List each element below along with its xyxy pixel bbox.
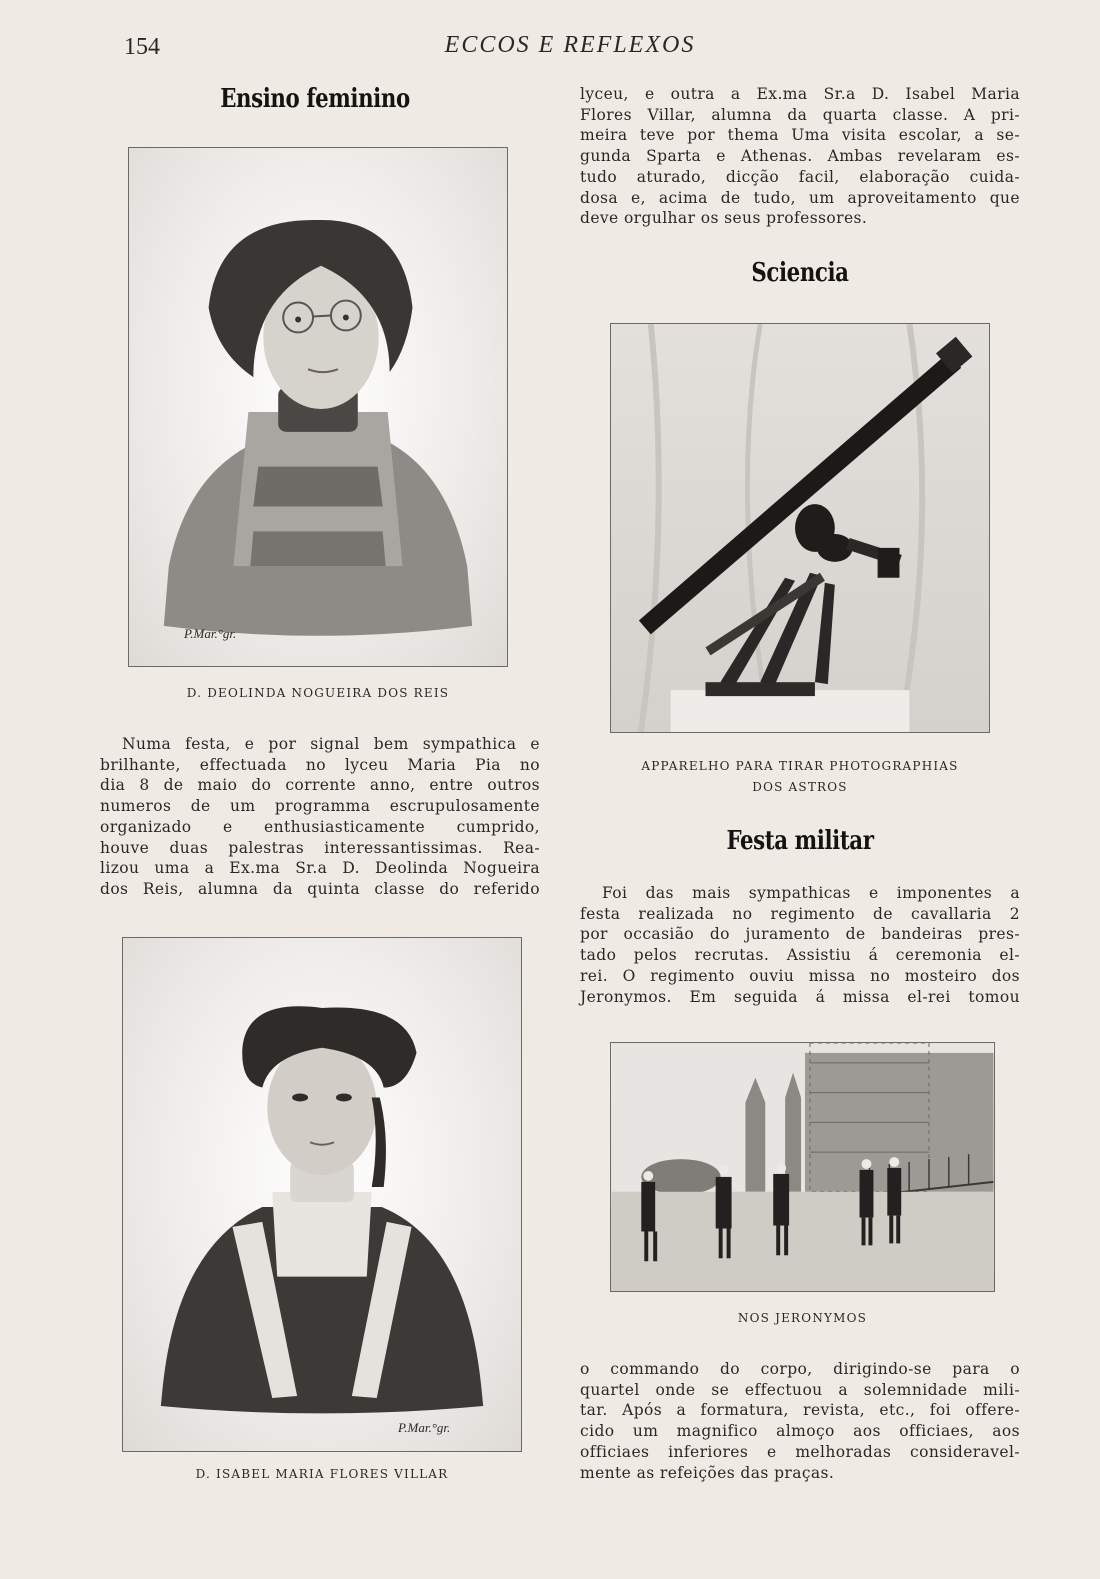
heading-ensino-feminino: Ensino feminino [220,84,410,114]
article-line: Foi das mais sympathicas e imponentes a [602,884,1020,902]
article-line: Flores Villar, alumna da quarta classe. A pri- [580,105,1020,124]
article-line: dia 8 de maio do corrente anno, entre outros [100,776,540,795]
article-line: tado pelos recrutas. Assistiu á ceremonia el- [580,946,1020,965]
caption-jeronymos: NOS JERONYMOS [737,1311,868,1325]
photographer-signature: P.Mar.°gr. [398,1420,451,1435]
article-line: por occasião do juramento de bandeiras pres- [580,925,1020,944]
running-title: ECCOS E REFLEXOS [444,32,696,58]
article-line: tar. Após a formatura, revista, etc., foi offere- [580,1401,1020,1420]
portrait-deolinda-illustration [129,148,507,666]
photo-jeronymos [610,1042,995,1292]
caption-deolinda: D. DEOLINDA NOGUEIRA DOS REIS [186,686,450,700]
article-line: lizou uma a Ex.ma Sr.a D. Deolinda Nogueira [100,859,540,878]
article-line: brilhante, effectuada no lyceu Maria Pia no [100,755,540,774]
article-line: rei. O regimento ouviu missa no mosteiro dos [580,966,1020,985]
article-line: numeros de um programma escrupulosamente [100,797,540,816]
article-ensino-body [100,734,540,900]
article-line: gunda Sparta e Athenas. Ambas revelaram es- [580,147,1020,166]
article-line: organizado e enthusiasticamente cumprido, [100,817,540,836]
article-festa-conclusion [580,1359,1020,1483]
caption-isabel: D. ISABEL MARIA FLORES VILLAR [195,1467,449,1481]
telescope-illustration [611,324,989,732]
caption-telescope [600,756,1000,798]
article-line: dos Reis, alumna da quinta classe do referido [100,879,540,898]
article-line: tudo aturado, dicção facil, elaboração cuida- [580,167,1020,186]
article-line: houve duas palestras interessantissimas. Rea- [100,838,540,857]
article-line: festa realizada no regimento de cavallaria 2 [580,904,1020,923]
portrait-deolinda [128,147,508,667]
heading-festa-militar: Festa militar [726,826,874,856]
article-line: meira teve por thema Uma visita escolar, a se- [580,126,1020,145]
article-ensino-continuation [580,84,1020,229]
article-line: cido um magnifico almoço aos officiaes, aos [580,1422,1020,1441]
article-line: o commando do corpo, dirigindo-se para o [580,1360,1020,1378]
article-line: deve orgulhar os seus professores. [580,209,868,228]
heading-sciencia: Sciencia [751,258,849,288]
caption-telescope-line: APPARELHO PARA TIRAR PHOTOGRAPHIAS [641,759,959,773]
article-line: Jeronymos. Em seguida á missa el-rei tomou [580,987,1020,1006]
photo-telescope [610,323,990,733]
jeronymos-illustration [611,1043,994,1291]
article-line: mente as refeições das praças. [580,1463,835,1482]
article-line: lyceu, e outra a Ex.ma Sr.a D. Isabel Maria [580,85,1020,103]
caption-telescope-line: DOS ASTROS [752,780,848,794]
article-line: officiaes inferiores e melhoradas consideravel- [580,1442,1020,1461]
photographer-signature: P.Mar.°gr. [184,626,237,641]
article-line: dosa e, acima de tudo, um aproveitamento que [580,188,1020,207]
article-line: Numa festa, e por signal bem sympathica e [122,735,540,753]
article-festa-body [580,883,1020,1007]
portrait-isabel [122,937,522,1452]
article-line: quartel onde se effectuou a solemnidade mili- [580,1380,1020,1399]
page-number: 154 [124,34,160,60]
portrait-isabel-illustration [123,938,521,1451]
